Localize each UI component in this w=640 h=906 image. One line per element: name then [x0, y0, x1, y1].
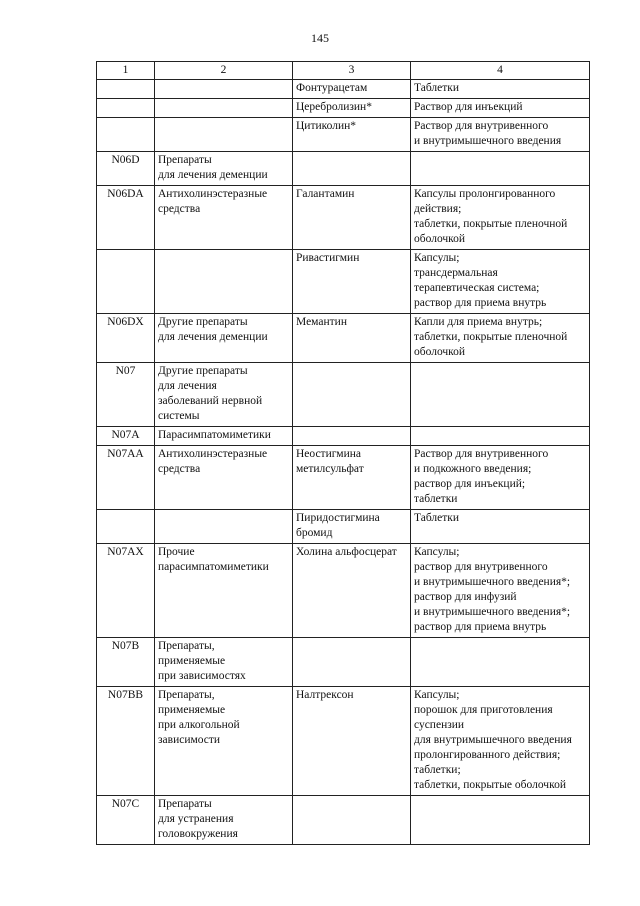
group-name-cell [155, 638, 293, 687]
cell-text-line: Пиридостигмина [296, 512, 380, 524]
dosage-form-cell [411, 510, 590, 544]
dosage-form-cell [411, 427, 590, 446]
cell-text-line: Раствор для инъекций [414, 101, 523, 113]
group-name-cell [155, 544, 293, 638]
cell-text-line: Другие препараты [158, 365, 248, 377]
cell-text-line: Холина альфосцерат [296, 546, 397, 558]
cell-text-line: Церебролизин* [296, 101, 372, 113]
atc-code-cell [97, 99, 155, 118]
cell-text-line: для устранения [158, 813, 234, 825]
dosage-form-cell [411, 796, 590, 845]
group-name-cell [155, 427, 293, 446]
cell-text-line: головокружения [158, 828, 238, 840]
atc-code-cell: N06DA [97, 186, 155, 250]
cell-text-line: Фонтурацетам [296, 82, 368, 94]
cell-text-line: порошок для приготовления [414, 704, 553, 716]
table-row [97, 796, 590, 845]
atc-code-cell: N07A [97, 427, 155, 446]
cell-text-line: и подкожного введения; [414, 463, 532, 475]
atc-code-cell [97, 250, 155, 314]
atc-code-cell: N07C [97, 796, 155, 845]
drug-name-cell [293, 796, 411, 845]
group-name-cell [155, 510, 293, 544]
group-name-cell [155, 796, 293, 845]
dosage-form-cell [411, 99, 590, 118]
atc-code-cell: N07BB [97, 687, 155, 796]
cell-text-line: средства [158, 203, 201, 215]
drug-name-cell [293, 118, 411, 152]
drug-name-cell [293, 314, 411, 363]
cell-text-line: раствор для приема внутрь [414, 297, 547, 309]
dosage-form-cell [411, 687, 590, 796]
table-header-row [97, 62, 590, 80]
cell-text-line: оболочкой [414, 346, 466, 358]
cell-text-line: пролонгированного действия; [414, 749, 561, 761]
group-name-cell [155, 250, 293, 314]
drug-name-cell [293, 638, 411, 687]
drug-name-cell [293, 687, 411, 796]
cell-text-line: раствор для приема внутрь [414, 621, 547, 633]
cell-text-line: Препараты [158, 798, 212, 810]
drug-name-cell [293, 250, 411, 314]
column-header: 2 [155, 62, 293, 80]
cell-text-line: Препараты, [158, 689, 215, 701]
group-name-cell [155, 186, 293, 250]
cell-text-line: Цитиколин* [296, 120, 357, 132]
cell-text-line: Ривастигмин [296, 252, 360, 264]
table-row [97, 363, 590, 427]
drug-name-cell [293, 363, 411, 427]
column-header: 1 [97, 62, 155, 80]
atc-code-cell [97, 118, 155, 152]
atc-code-cell: N07AA [97, 446, 155, 510]
cell-text-line: Капсулы; [414, 252, 460, 264]
table-row [97, 250, 590, 314]
cell-text-line: применяемые [158, 655, 226, 667]
cell-text-line: таблетки [414, 493, 458, 505]
cell-text-line: действия; [414, 203, 462, 215]
table-row [97, 510, 590, 544]
table-body [97, 80, 590, 845]
table-row [97, 544, 590, 638]
dosage-form-cell [411, 186, 590, 250]
group-name-cell [155, 118, 293, 152]
atc-code-cell: N06D [97, 152, 155, 186]
cell-text-line: и внутримышечного введения [414, 135, 562, 147]
page-number: 145 [311, 31, 329, 45]
cell-text-line: Капли для приема внутрь; [414, 316, 543, 328]
atc-code-cell: N07B [97, 638, 155, 687]
cell-text-line: оболочкой [414, 233, 466, 245]
cell-text-line: Прочие [158, 546, 195, 558]
table-row [97, 186, 590, 250]
cell-text-line: метилсульфат [296, 463, 364, 475]
cell-text-line: Капсулы; [414, 689, 460, 701]
column-header: 3 [293, 62, 411, 80]
cell-text-line: для лечения деменции [158, 331, 268, 343]
cell-text-line: заболеваний нервной [158, 395, 263, 407]
cell-text-line: Таблетки [414, 82, 460, 94]
group-name-cell [155, 314, 293, 363]
cell-text-line: и внутримышечного введения*; [414, 576, 571, 588]
column-header: 4 [411, 62, 590, 80]
cell-text-line: средства [158, 463, 201, 475]
cell-text-line: Налтрексон [296, 689, 354, 701]
cell-text-line: раствор для инъекций; [414, 478, 526, 490]
dosage-form-cell [411, 446, 590, 510]
cell-text-line: для внутримышечного введения [414, 734, 572, 746]
cell-text-line: Мемантин [296, 316, 347, 328]
table-row [97, 118, 590, 152]
table-row [97, 687, 590, 796]
atc-code-cell: N07 [97, 363, 155, 427]
cell-text-line: Капсулы; [414, 546, 460, 558]
cell-text-line: применяемые [158, 704, 226, 716]
cell-text-line: таблетки, покрытые оболочкой [414, 779, 566, 791]
atc-code-cell: N06DX [97, 314, 155, 363]
cell-text-line: при зависимостях [158, 670, 246, 682]
cell-text-line: и внутримышечного введения*; [414, 606, 571, 618]
table-row [97, 80, 590, 99]
drug-table [96, 61, 590, 845]
cell-text-line: Таблетки [414, 512, 460, 524]
cell-text-line: Галантамин [296, 188, 355, 200]
cell-text-line: Неостигмина [296, 448, 361, 460]
dosage-form-cell [411, 152, 590, 186]
cell-text-line: Парасимпатомиметики [158, 429, 271, 441]
table-row [97, 446, 590, 510]
drug-name-cell [293, 152, 411, 186]
cell-text-line: парасимпатомиметики [158, 561, 269, 573]
dosage-form-cell [411, 363, 590, 427]
cell-text-line: для лечения деменции [158, 169, 268, 181]
atc-code-cell: N07AX [97, 544, 155, 638]
cell-text-line: раствор для внутривенного [414, 561, 548, 573]
dosage-form-cell [411, 544, 590, 638]
drug-name-cell [293, 510, 411, 544]
table-row [97, 427, 590, 446]
cell-text-line: Препараты, [158, 640, 215, 652]
drug-name-cell [293, 186, 411, 250]
dosage-form-cell [411, 118, 590, 152]
cell-text-line: таблетки, покрытые пленочной [414, 218, 568, 230]
cell-text-line: Антихолинэстеразные [158, 188, 268, 200]
cell-text-line: таблетки; [414, 764, 461, 776]
group-name-cell [155, 687, 293, 796]
cell-text-line: таблетки, покрытые пленочной [414, 331, 568, 343]
atc-code-cell [97, 80, 155, 99]
drug-name-cell [293, 80, 411, 99]
group-name-cell [155, 99, 293, 118]
cell-text-line: зависимости [158, 734, 221, 746]
cell-text-line: трансдермальная [414, 267, 498, 279]
cell-text-line: раствор для инфузий [414, 591, 517, 603]
table-row [97, 152, 590, 186]
cell-text-line: Капсулы пролонгированного [414, 188, 556, 200]
atc-code-cell [97, 510, 155, 544]
drug-name-cell [293, 544, 411, 638]
dosage-form-cell [411, 638, 590, 687]
cell-text-line: Другие препараты [158, 316, 248, 328]
cell-text-line: системы [158, 410, 200, 422]
cell-text-line: бромид [296, 527, 333, 539]
table-row [97, 314, 590, 363]
dosage-form-cell [411, 250, 590, 314]
group-name-cell [155, 446, 293, 510]
drug-name-cell [293, 446, 411, 510]
cell-text-line: Раствор для внутривенного [414, 448, 549, 460]
drug-name-cell [293, 427, 411, 446]
cell-text-line: для лечения [158, 380, 217, 392]
cell-text-line: Антихолинэстеразные [158, 448, 268, 460]
group-name-cell [155, 152, 293, 186]
cell-text-line: при алкогольной [158, 719, 240, 731]
cell-text-line: терапевтическая система; [414, 282, 540, 294]
cell-text-line: суспензии [414, 719, 465, 731]
drug-name-cell [293, 99, 411, 118]
table-row [97, 638, 590, 687]
table-row [97, 99, 590, 118]
dosage-form-cell [411, 80, 590, 99]
cell-text-line: Препараты [158, 154, 212, 166]
cell-text-line: Раствор для внутривенного [414, 120, 549, 132]
group-name-cell [155, 363, 293, 427]
dosage-form-cell [411, 314, 590, 363]
group-name-cell [155, 80, 293, 99]
